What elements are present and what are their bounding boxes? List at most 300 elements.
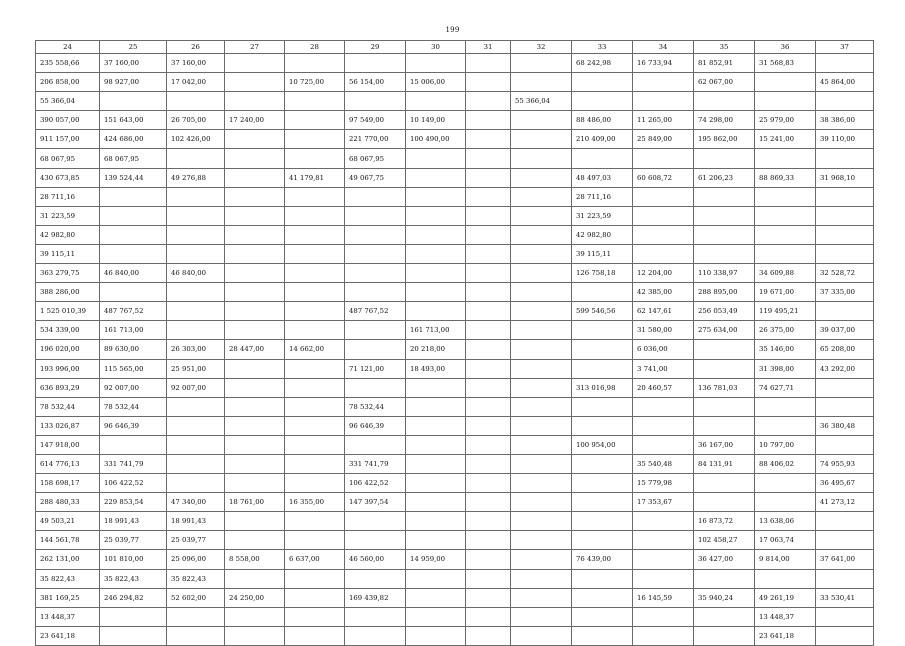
table-cell bbox=[694, 244, 755, 263]
table-cell bbox=[572, 626, 633, 645]
table-cell bbox=[466, 454, 511, 473]
table-cell bbox=[816, 92, 874, 111]
table-cell bbox=[285, 130, 345, 149]
table-cell bbox=[406, 378, 466, 397]
table-cell bbox=[345, 54, 406, 73]
table-cell bbox=[466, 130, 511, 149]
table-cell bbox=[694, 340, 755, 359]
table-cell: 68 242,98 bbox=[572, 54, 633, 73]
table-cell bbox=[285, 302, 345, 321]
table-cell bbox=[100, 206, 167, 225]
table-cell bbox=[406, 493, 466, 512]
table-cell bbox=[633, 550, 694, 569]
table-cell: 36 427,00 bbox=[694, 550, 755, 569]
table-cell bbox=[511, 54, 572, 73]
table-cell bbox=[511, 130, 572, 149]
table-cell bbox=[406, 206, 466, 225]
table-cell: 78 532,44 bbox=[345, 397, 406, 416]
table-cell bbox=[572, 283, 633, 302]
table-cell bbox=[406, 225, 466, 244]
table-cell: 195 862,00 bbox=[694, 130, 755, 149]
table-cell: 97 549,00 bbox=[345, 111, 406, 130]
table-cell: 115 565,00 bbox=[100, 359, 167, 378]
table-cell: 193 996,00 bbox=[36, 359, 100, 378]
table-cell bbox=[406, 588, 466, 607]
table-cell bbox=[285, 225, 345, 244]
table-cell bbox=[406, 244, 466, 263]
table-cell bbox=[755, 73, 816, 92]
table-cell bbox=[285, 111, 345, 130]
table-cell: 10 149,00 bbox=[406, 111, 466, 130]
table-cell bbox=[511, 359, 572, 378]
table-cell: 41 179,81 bbox=[285, 168, 345, 187]
table-cell bbox=[755, 225, 816, 244]
table-cell bbox=[345, 569, 406, 588]
table-cell: 88 486,00 bbox=[572, 111, 633, 130]
table-cell: 49 503,21 bbox=[36, 512, 100, 531]
table-cell: 487 767,52 bbox=[345, 302, 406, 321]
table-cell: 15 779,98 bbox=[633, 474, 694, 493]
table-cell bbox=[225, 187, 285, 206]
table-cell bbox=[406, 54, 466, 73]
table-cell: 235 558,66 bbox=[36, 54, 100, 73]
table-cell: 911 157,00 bbox=[36, 130, 100, 149]
table-cell: 36 495,67 bbox=[816, 474, 874, 493]
table-cell bbox=[511, 416, 572, 435]
table-row bbox=[36, 474, 874, 493]
table-cell bbox=[225, 435, 285, 454]
table-cell: 331 741,79 bbox=[100, 454, 167, 473]
table-cell bbox=[572, 512, 633, 531]
table-cell: 74 955,93 bbox=[816, 454, 874, 473]
table-cell: 25 096,00 bbox=[167, 550, 225, 569]
table-cell bbox=[167, 454, 225, 473]
table-cell: 136 781,03 bbox=[694, 378, 755, 397]
table-cell bbox=[466, 264, 511, 283]
table-cell bbox=[100, 626, 167, 645]
table-cell: 46 840,00 bbox=[100, 264, 167, 283]
table-cell bbox=[511, 168, 572, 187]
table-cell: 17 042,00 bbox=[167, 73, 225, 92]
table-cell bbox=[633, 225, 694, 244]
table-cell bbox=[225, 73, 285, 92]
table-cell bbox=[100, 435, 167, 454]
table-cell bbox=[511, 302, 572, 321]
table-cell: 48 497,03 bbox=[572, 168, 633, 187]
table-cell: 229 853,54 bbox=[100, 493, 167, 512]
table-cell bbox=[285, 283, 345, 302]
table-cell bbox=[345, 264, 406, 283]
table-cell bbox=[345, 187, 406, 206]
table-cell bbox=[755, 92, 816, 111]
table-cell bbox=[511, 626, 572, 645]
table-cell: 169 439,82 bbox=[345, 588, 406, 607]
table-cell: 139 524,44 bbox=[100, 168, 167, 187]
table-cell bbox=[694, 569, 755, 588]
table-cell bbox=[167, 244, 225, 263]
table-cell bbox=[345, 321, 406, 340]
column-header: 24 bbox=[36, 41, 100, 54]
table-cell: 37 641,00 bbox=[816, 550, 874, 569]
table-cell: 32 528,72 bbox=[816, 264, 874, 283]
table-row bbox=[36, 493, 874, 512]
table-cell bbox=[755, 493, 816, 512]
table-cell: 47 340,00 bbox=[167, 493, 225, 512]
table-cell: 39 115,11 bbox=[572, 244, 633, 263]
table-cell bbox=[100, 607, 167, 626]
table-cell: 6 637,00 bbox=[285, 550, 345, 569]
table-cell bbox=[572, 454, 633, 473]
table-cell: 17 240,00 bbox=[225, 111, 285, 130]
table-cell: 10 725,00 bbox=[285, 73, 345, 92]
table-cell: 8 558,00 bbox=[225, 550, 285, 569]
table-cell: 133 026,87 bbox=[36, 416, 100, 435]
table-cell bbox=[816, 531, 874, 550]
table-cell bbox=[167, 92, 225, 111]
table-cell: 331 741,79 bbox=[345, 454, 406, 473]
table-cell bbox=[572, 569, 633, 588]
table-cell bbox=[345, 512, 406, 531]
table-cell: 98 927,00 bbox=[100, 73, 167, 92]
table-cell: 37 335,00 bbox=[816, 283, 874, 302]
table-cell bbox=[285, 187, 345, 206]
table-cell bbox=[466, 111, 511, 130]
table-cell bbox=[406, 283, 466, 302]
table-cell: 13 448,37 bbox=[755, 607, 816, 626]
table-cell bbox=[285, 397, 345, 416]
table-cell: 390 057,00 bbox=[36, 111, 100, 130]
table-cell bbox=[406, 149, 466, 168]
column-header: 29 bbox=[345, 41, 406, 54]
table-cell bbox=[167, 149, 225, 168]
table-cell bbox=[285, 512, 345, 531]
table-cell: 34 609,88 bbox=[755, 264, 816, 283]
table-cell bbox=[511, 340, 572, 359]
table-cell bbox=[816, 187, 874, 206]
table-cell bbox=[285, 244, 345, 263]
column-header: 35 bbox=[694, 41, 755, 54]
table-cell: 424 686,00 bbox=[100, 130, 167, 149]
table-cell bbox=[572, 416, 633, 435]
table-cell: 100 490,00 bbox=[406, 130, 466, 149]
table-cell bbox=[572, 359, 633, 378]
table-cell: 46 560,00 bbox=[345, 550, 406, 569]
table-cell bbox=[225, 244, 285, 263]
table-cell: 35 540,48 bbox=[633, 454, 694, 473]
table-cell bbox=[755, 569, 816, 588]
table-cell: 210 409,00 bbox=[572, 130, 633, 149]
table-cell bbox=[167, 283, 225, 302]
table-cell bbox=[694, 397, 755, 416]
table-cell bbox=[466, 321, 511, 340]
table-row bbox=[36, 531, 874, 550]
table-cell: 430 673,85 bbox=[36, 168, 100, 187]
table-cell: 55 366,04 bbox=[36, 92, 100, 111]
table-cell: 37 160,00 bbox=[100, 54, 167, 73]
table-row bbox=[36, 168, 874, 187]
table-cell bbox=[466, 244, 511, 263]
table-cell: 100 954,00 bbox=[572, 435, 633, 454]
table-cell: 55 366,04 bbox=[511, 92, 572, 111]
table-cell: 74 298,00 bbox=[694, 111, 755, 130]
table-row bbox=[36, 550, 874, 569]
table-cell: 288 895,00 bbox=[694, 283, 755, 302]
table-cell: 363 279,75 bbox=[36, 264, 100, 283]
table-cell bbox=[406, 607, 466, 626]
table-cell bbox=[345, 244, 406, 263]
table-cell bbox=[466, 397, 511, 416]
table-cell bbox=[572, 588, 633, 607]
table-cell bbox=[225, 626, 285, 645]
table-row bbox=[36, 244, 874, 263]
table-cell bbox=[285, 92, 345, 111]
table-cell bbox=[225, 607, 285, 626]
table-row bbox=[36, 340, 874, 359]
table-cell bbox=[755, 416, 816, 435]
table-cell bbox=[285, 531, 345, 550]
table-cell: 49 276,88 bbox=[167, 168, 225, 187]
table-cell bbox=[345, 378, 406, 397]
table-cell bbox=[466, 187, 511, 206]
table-cell: 89 630,00 bbox=[100, 340, 167, 359]
table-cell: 36 380,48 bbox=[816, 416, 874, 435]
table-cell: 147 918,00 bbox=[36, 435, 100, 454]
table-cell: 14 959,00 bbox=[406, 550, 466, 569]
table-cell bbox=[511, 607, 572, 626]
table-cell bbox=[225, 378, 285, 397]
table-cell bbox=[511, 283, 572, 302]
table-cell: 31 580,00 bbox=[633, 321, 694, 340]
table-cell bbox=[167, 321, 225, 340]
table-cell: 102 458,27 bbox=[694, 531, 755, 550]
table-cell: 1 525 010,39 bbox=[36, 302, 100, 321]
table-cell: 16 873,72 bbox=[694, 512, 755, 531]
table-cell: 106 422,52 bbox=[100, 474, 167, 493]
table-cell: 81 852,91 bbox=[694, 54, 755, 73]
table-cell bbox=[406, 264, 466, 283]
table-cell: 11 265,00 bbox=[633, 111, 694, 130]
table-cell bbox=[167, 416, 225, 435]
table-cell bbox=[466, 302, 511, 321]
table-cell bbox=[285, 435, 345, 454]
table-cell bbox=[406, 92, 466, 111]
table-cell: 102 426,00 bbox=[167, 130, 225, 149]
table-row bbox=[36, 607, 874, 626]
table-cell bbox=[633, 607, 694, 626]
table-cell bbox=[406, 168, 466, 187]
table-cell: 78 532,44 bbox=[36, 397, 100, 416]
table-cell bbox=[755, 187, 816, 206]
table-cell: 17 063,74 bbox=[755, 531, 816, 550]
table-cell bbox=[466, 340, 511, 359]
table-cell bbox=[285, 626, 345, 645]
table-cell bbox=[511, 550, 572, 569]
table-cell: 106 422,52 bbox=[345, 474, 406, 493]
table-cell bbox=[511, 454, 572, 473]
table-cell bbox=[694, 92, 755, 111]
table-row bbox=[36, 149, 874, 168]
table-cell: 31 968,10 bbox=[816, 168, 874, 187]
table-row bbox=[36, 378, 874, 397]
table-cell bbox=[345, 607, 406, 626]
table-cell: 151 643,00 bbox=[100, 111, 167, 130]
table-cell bbox=[225, 130, 285, 149]
table-cell: 256 053,49 bbox=[694, 302, 755, 321]
table-cell bbox=[167, 302, 225, 321]
table-cell: 144 561,78 bbox=[36, 531, 100, 550]
table-cell bbox=[816, 512, 874, 531]
table-cell: 96 646,39 bbox=[345, 416, 406, 435]
table-cell bbox=[511, 225, 572, 244]
table-cell bbox=[167, 225, 225, 244]
table-cell bbox=[285, 569, 345, 588]
table-cell: 42 982,80 bbox=[572, 225, 633, 244]
table-row bbox=[36, 92, 874, 111]
table-cell: 49 261,19 bbox=[755, 588, 816, 607]
table-cell: 46 840,00 bbox=[167, 264, 225, 283]
table-cell bbox=[285, 454, 345, 473]
table-cell: 15 006,00 bbox=[406, 73, 466, 92]
table-cell bbox=[755, 149, 816, 168]
table-cell: 221 770,00 bbox=[345, 130, 406, 149]
column-header: 30 bbox=[406, 41, 466, 54]
column-header: 27 bbox=[225, 41, 285, 54]
table-row bbox=[36, 130, 874, 149]
table-cell: 110 338,97 bbox=[694, 264, 755, 283]
table-cell bbox=[694, 149, 755, 168]
table-cell bbox=[816, 225, 874, 244]
table-cell: 487 767,52 bbox=[100, 302, 167, 321]
table-cell bbox=[466, 435, 511, 454]
table-body bbox=[36, 54, 874, 646]
table-cell bbox=[816, 607, 874, 626]
table-cell: 37 160,00 bbox=[167, 54, 225, 73]
table-row bbox=[36, 111, 874, 130]
table-cell bbox=[633, 512, 694, 531]
table-cell bbox=[345, 435, 406, 454]
table-row bbox=[36, 302, 874, 321]
table-cell: 68 067,95 bbox=[345, 149, 406, 168]
table-cell: 60 608,72 bbox=[633, 168, 694, 187]
table-cell bbox=[466, 149, 511, 168]
table-cell bbox=[633, 187, 694, 206]
table-cell bbox=[466, 416, 511, 435]
table-cell: 76 439,00 bbox=[572, 550, 633, 569]
table-cell: 25 979,00 bbox=[755, 111, 816, 130]
table-cell bbox=[755, 397, 816, 416]
table-cell bbox=[694, 359, 755, 378]
table-cell bbox=[511, 244, 572, 263]
table-cell: 28 447,00 bbox=[225, 340, 285, 359]
table-cell: 3 741,00 bbox=[633, 359, 694, 378]
table-cell: 147 397,54 bbox=[345, 493, 406, 512]
table-cell: 246 294,82 bbox=[100, 588, 167, 607]
table-cell bbox=[694, 187, 755, 206]
table-row bbox=[36, 321, 874, 340]
table-cell bbox=[225, 416, 285, 435]
table-cell bbox=[466, 359, 511, 378]
table-cell: 39 115,11 bbox=[36, 244, 100, 263]
table-cell: 39 037,00 bbox=[816, 321, 874, 340]
table-cell bbox=[285, 359, 345, 378]
table-cell bbox=[466, 54, 511, 73]
column-header: 25 bbox=[100, 41, 167, 54]
table-cell: 17 353,67 bbox=[633, 493, 694, 512]
table-cell bbox=[816, 435, 874, 454]
table-cell bbox=[285, 264, 345, 283]
table-cell bbox=[406, 187, 466, 206]
table-cell bbox=[755, 244, 816, 263]
table-cell bbox=[225, 397, 285, 416]
table-cell bbox=[511, 588, 572, 607]
table-row bbox=[36, 512, 874, 531]
table-cell bbox=[572, 531, 633, 550]
table-cell: 62 147,61 bbox=[633, 302, 694, 321]
table-cell: 275 634,00 bbox=[694, 321, 755, 340]
table-cell: 88 406,02 bbox=[755, 454, 816, 473]
table-cell bbox=[466, 225, 511, 244]
table-cell: 16 355,00 bbox=[285, 493, 345, 512]
table-cell bbox=[225, 283, 285, 302]
table-cell: 41 273,12 bbox=[816, 493, 874, 512]
table-row bbox=[36, 264, 874, 283]
table-cell: 28 711,16 bbox=[572, 187, 633, 206]
table-cell: 313 016,98 bbox=[572, 378, 633, 397]
table-cell: 31 568,83 bbox=[755, 54, 816, 73]
table-cell bbox=[225, 321, 285, 340]
table-cell bbox=[466, 569, 511, 588]
table-cell: 16 145,59 bbox=[633, 588, 694, 607]
table-cell: 126 758,18 bbox=[572, 264, 633, 283]
column-header: 31 bbox=[466, 41, 511, 54]
table-cell: 68 067,95 bbox=[100, 149, 167, 168]
table-cell: 288 480,33 bbox=[36, 493, 100, 512]
table-cell: 71 121,00 bbox=[345, 359, 406, 378]
table-cell bbox=[466, 378, 511, 397]
table-cell bbox=[633, 626, 694, 645]
table-cell: 92 007,00 bbox=[167, 378, 225, 397]
table-cell bbox=[511, 149, 572, 168]
table-cell bbox=[225, 149, 285, 168]
table-cell bbox=[816, 569, 874, 588]
table-cell: 35 940,24 bbox=[694, 588, 755, 607]
table-cell bbox=[694, 474, 755, 493]
table-cell bbox=[100, 244, 167, 263]
table-cell: 61 206,23 bbox=[694, 168, 755, 187]
table-cell bbox=[225, 168, 285, 187]
table-cell bbox=[466, 206, 511, 225]
table-cell bbox=[406, 397, 466, 416]
table-cell bbox=[633, 416, 694, 435]
table-cell: 12 204,00 bbox=[633, 264, 694, 283]
table-cell bbox=[511, 321, 572, 340]
table-cell bbox=[225, 531, 285, 550]
table-cell bbox=[511, 264, 572, 283]
table-cell: 35 822,43 bbox=[167, 569, 225, 588]
table-cell bbox=[225, 206, 285, 225]
table-cell: 534 339,00 bbox=[36, 321, 100, 340]
table-cell: 6 036,00 bbox=[633, 340, 694, 359]
table-cell bbox=[225, 569, 285, 588]
table-cell bbox=[406, 512, 466, 531]
table-row bbox=[36, 73, 874, 92]
table-cell bbox=[167, 187, 225, 206]
table-cell bbox=[167, 397, 225, 416]
table-cell: 381 169,25 bbox=[36, 588, 100, 607]
table-cell bbox=[816, 54, 874, 73]
table-cell bbox=[100, 92, 167, 111]
table-cell bbox=[285, 588, 345, 607]
